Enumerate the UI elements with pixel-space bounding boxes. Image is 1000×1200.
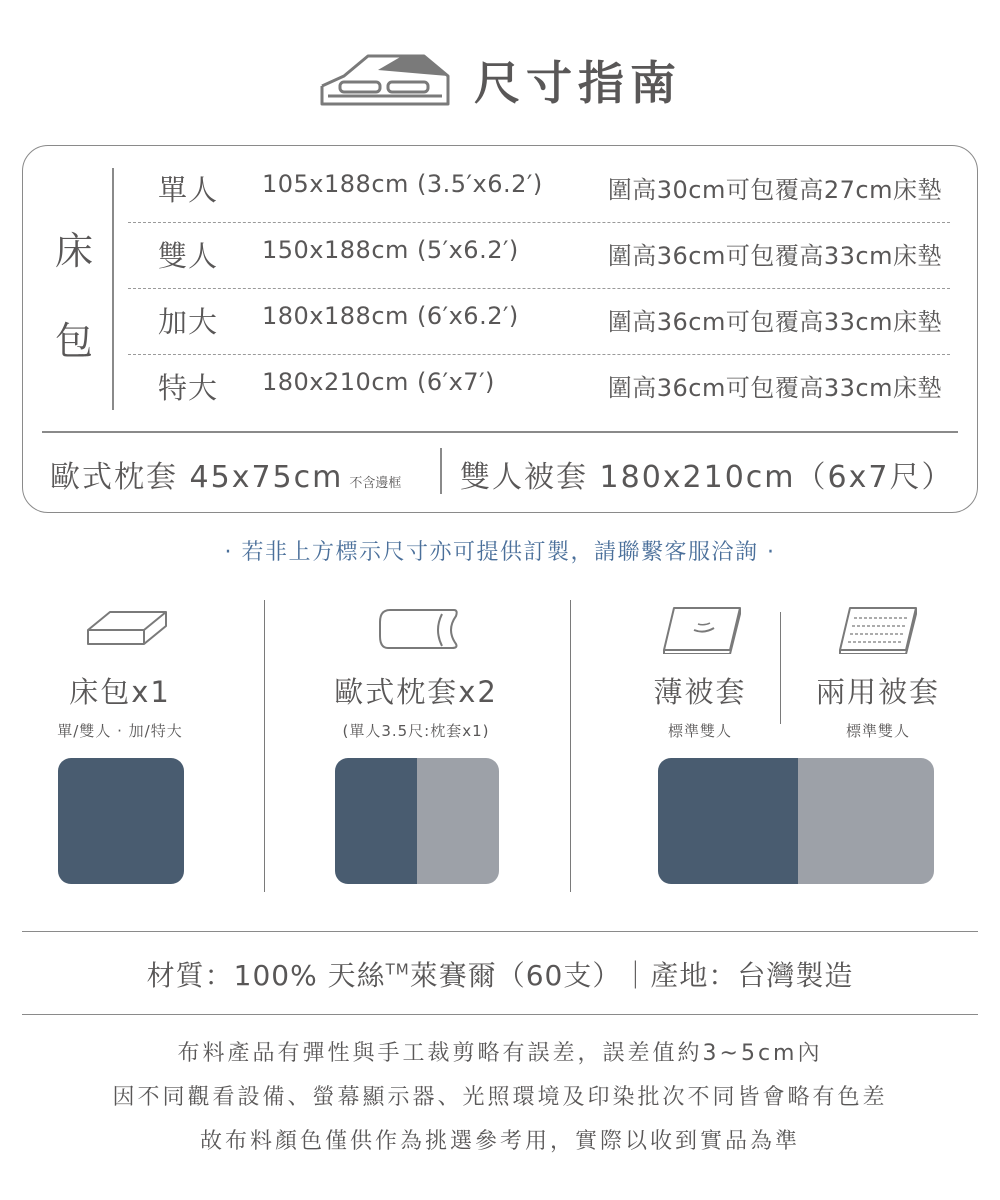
- material-suffix: 萊賽爾（60支）｜產地：台灣製造: [409, 959, 854, 992]
- size-name: 特大: [158, 371, 219, 405]
- product-name: 兩用被套: [815, 675, 940, 709]
- color-swatch-pair: [335, 758, 499, 884]
- page-title: 尺寸指南: [474, 56, 682, 110]
- thin-duvet-icon: [660, 604, 744, 654]
- size-dimensions: 180x188cm (6′x6.2′): [262, 302, 519, 330]
- disclaimer-line: 故布料顏色僅供作為挑選參考用，實際以收到實品為準: [199, 1129, 800, 1154]
- size-row: [128, 287, 950, 353]
- category-char: 床: [54, 229, 93, 273]
- pillowcase-size: [50, 452, 401, 496]
- color-swatch-dark: [658, 758, 798, 884]
- column-divider: [264, 600, 265, 892]
- disclaimer-line: 布料產品有彈性與手工裁剪略有誤差，誤差值約3~5cm內: [177, 1041, 823, 1066]
- color-swatch-dark: [335, 758, 417, 884]
- product-name: 薄被套: [653, 675, 747, 709]
- divider: [112, 168, 114, 410]
- material-prefix: 材質：100% 天絲: [146, 959, 386, 992]
- color-swatch-pair: [658, 758, 934, 884]
- pillowcase-label: 歐式枕套 45x75cm: [50, 460, 344, 495]
- size-note: 圍高36cm可包覆高33cm床墊: [607, 308, 942, 336]
- disclaimer-line: 因不同觀看設備、螢幕顯示器、光照環境及印染批次不同皆會略有色差: [112, 1085, 888, 1110]
- product-sub: 標準雙人: [667, 722, 732, 740]
- size-row: [128, 353, 950, 419]
- color-swatch-dark: [58, 758, 184, 884]
- pillowcase-note: 不含邊框: [349, 476, 402, 491]
- dual-duvet-icon: [836, 604, 920, 654]
- duvet-size: 雙人被套 180x210cm（6x7尺）: [460, 460, 954, 495]
- size-note: 圍高36cm可包覆高33cm床墊: [607, 374, 942, 402]
- size-name: 加大: [158, 305, 219, 339]
- pillow-duvet-row: [50, 448, 954, 498]
- column-divider: [570, 600, 571, 892]
- category-char: 包: [54, 319, 93, 363]
- size-dimensions: 180x210cm (6′x7′): [262, 368, 495, 396]
- pillow-icon: [376, 606, 460, 650]
- page-header: [0, 40, 1000, 120]
- product-sub: 單/雙人 · 加/特大: [57, 722, 183, 740]
- product-sub: (單人3.5尺:枕套x1): [342, 722, 490, 740]
- product-name: 床包x1: [69, 675, 171, 709]
- divider: [440, 448, 442, 494]
- divider: [42, 431, 958, 433]
- size-row: [128, 155, 950, 221]
- bed-house-icon: [318, 52, 452, 108]
- product-name: 歐式枕套x2: [334, 675, 498, 709]
- size-dimensions: 105x188cm (3.5′x6.2′): [262, 170, 543, 198]
- color-swatch-grey: [798, 758, 934, 884]
- product-sub: 標準雙人: [845, 722, 910, 740]
- size-name: 雙人: [158, 239, 219, 273]
- fitted-sheet-icon: [84, 606, 170, 650]
- custom-order-note: · 若非上方標示尺寸亦可提供訂製，請聯繫客服洽詢 ·: [224, 540, 776, 565]
- divider: [22, 1014, 978, 1015]
- size-name: 單人: [158, 173, 219, 207]
- material-info: [0, 954, 1000, 994]
- size-dimensions: 150x188cm (5′x6.2′): [262, 236, 519, 264]
- size-note: 圍高36cm可包覆高33cm床墊: [607, 242, 942, 270]
- size-row: [128, 221, 950, 287]
- size-note: 圍高30cm可包覆高27cm床墊: [607, 176, 942, 204]
- trademark-mark: TM: [385, 960, 410, 979]
- divider: [22, 931, 978, 932]
- column-divider: [780, 612, 781, 724]
- color-swatch-grey: [417, 758, 499, 884]
